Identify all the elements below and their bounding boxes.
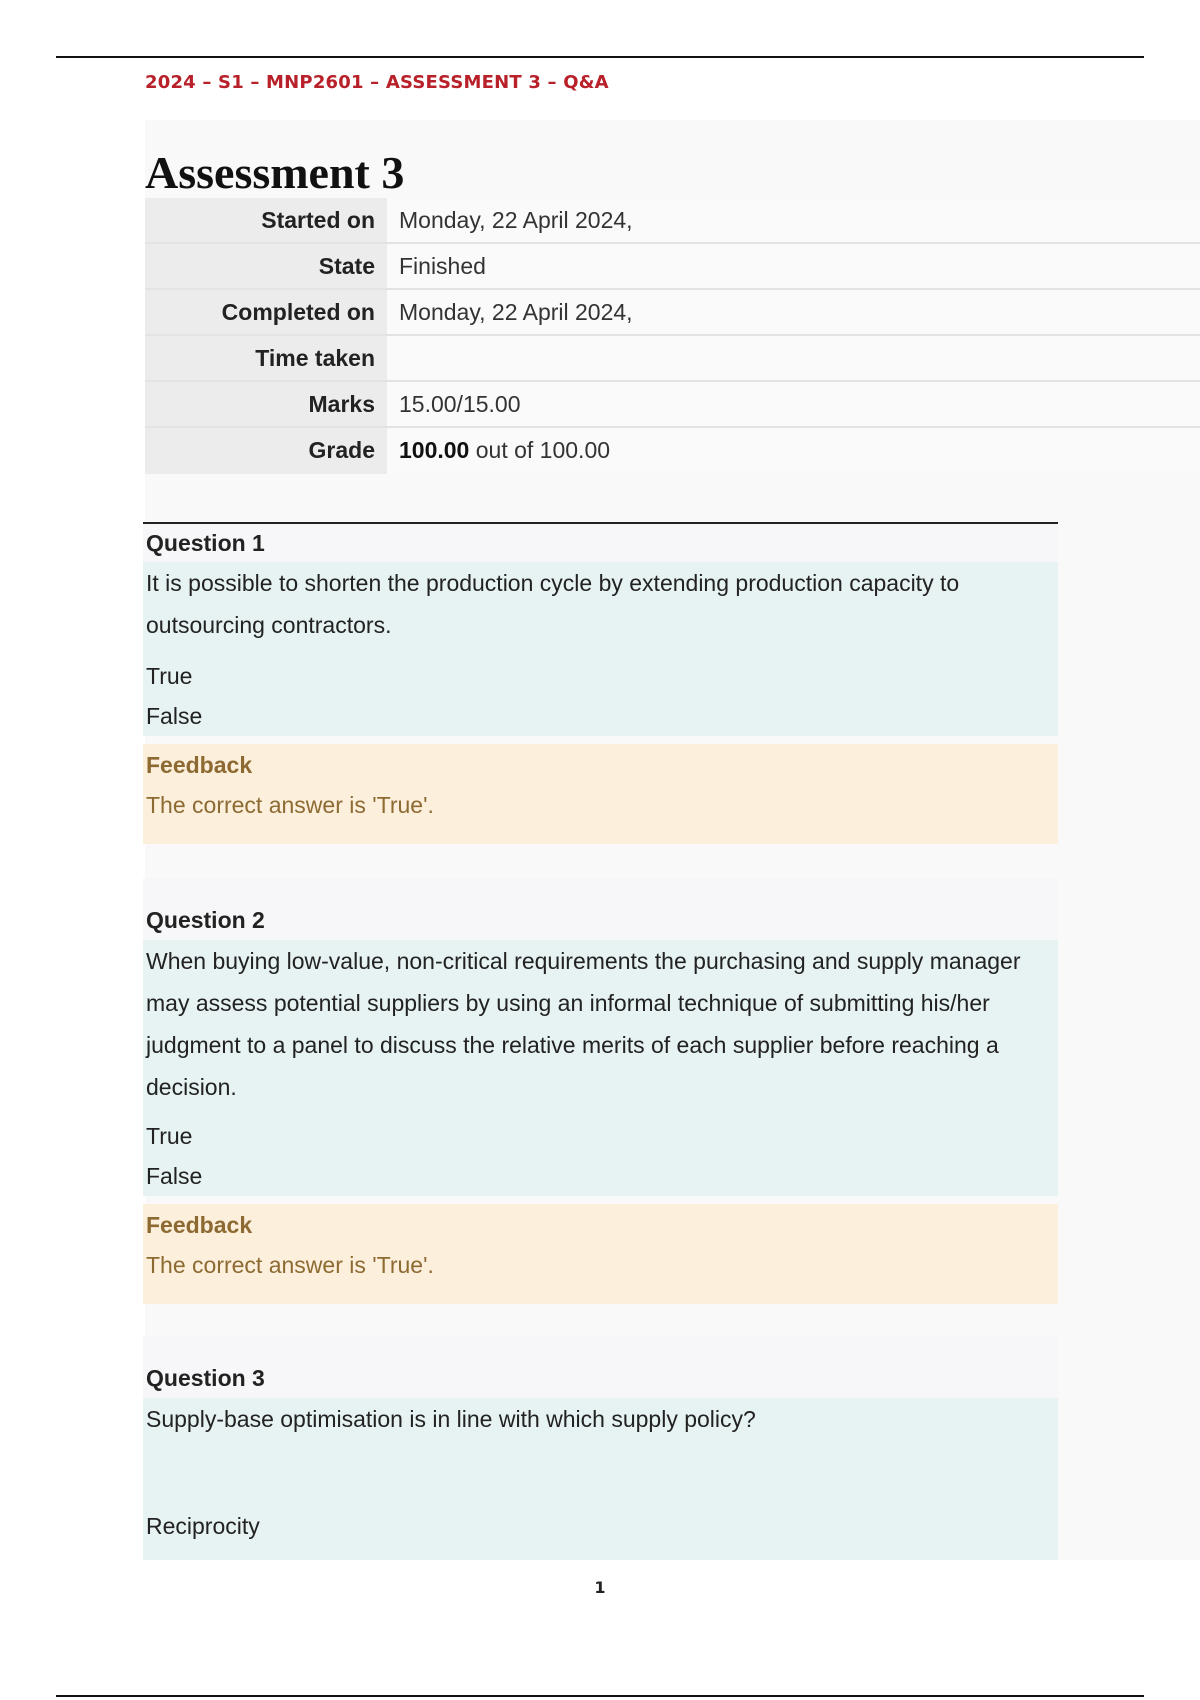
answer-option-true[interactable]: True xyxy=(146,663,193,689)
feedback-text: The correct answer is 'True'. xyxy=(146,1252,434,1278)
summary-value: Monday, 22 April 2024, xyxy=(387,198,1200,242)
summary-label: Started on xyxy=(145,198,387,242)
top-rule xyxy=(56,56,1144,58)
summary-row-grade xyxy=(145,428,1200,474)
summary-label: Time taken xyxy=(145,336,387,380)
answer-option-false[interactable]: False xyxy=(146,703,203,729)
summary-row-time-taken xyxy=(145,336,1200,382)
feedback-text: The correct answer is 'True'. xyxy=(146,792,434,818)
answer-option-false[interactable]: False xyxy=(146,1163,203,1189)
summary-value xyxy=(387,336,1200,380)
summary-value: Monday, 22 April 2024, xyxy=(387,290,1200,334)
question-body xyxy=(143,562,1058,736)
summary-row-state xyxy=(145,244,1200,290)
summary-label: Grade xyxy=(145,428,387,474)
answer-option-true[interactable]: True xyxy=(146,1123,193,1149)
question-title: Question 3 xyxy=(143,1336,1058,1398)
question-body xyxy=(143,940,1058,1196)
summary-label: State xyxy=(145,244,387,288)
feedback-box xyxy=(143,744,1058,844)
question-3 xyxy=(143,1336,1058,1560)
grade-total: out of 100.00 xyxy=(469,437,611,463)
page-title: Assessment 3 xyxy=(145,147,405,198)
grade-score: 100.00 xyxy=(399,437,470,463)
feedback-box xyxy=(143,1204,1058,1304)
summary-value: 15.00/15.00 xyxy=(387,382,1200,426)
question-text: When buying low-value, non-critical requirements the purchasing and supply manager may assess potential suppliers by using an informal technique of submitting his/her judgment to a panel to discuss the relative merits of each supplier before reaching a decision. xyxy=(146,948,1021,1100)
feedback-title: Feedback xyxy=(146,752,253,778)
summary-row-marks xyxy=(145,382,1200,428)
summary-label: Marks xyxy=(145,382,387,426)
summary-value: Finished xyxy=(387,244,1200,288)
answer-option-reciprocity[interactable]: Reciprocity xyxy=(146,1513,260,1539)
summary-value xyxy=(387,428,1200,474)
document-header: 2024 – S1 – MNP2601 – ASSESSMENT 3 – Q&A xyxy=(145,72,609,93)
question-title: Question 1 xyxy=(143,522,1058,562)
question-2 xyxy=(143,878,1058,1304)
summary-label: Completed on xyxy=(145,290,387,334)
feedback-title: Feedback xyxy=(146,1212,253,1238)
question-text: Supply-base optimisation is in line with which supply policy? xyxy=(146,1406,756,1432)
bottom-rule xyxy=(56,1695,1144,1697)
question-title: Question 2 xyxy=(143,878,1058,940)
question-1 xyxy=(143,522,1058,844)
summary-row-started-on xyxy=(145,198,1200,244)
page-number: 1 xyxy=(594,1578,606,1597)
question-body xyxy=(143,1398,1058,1560)
attempt-summary-table xyxy=(145,198,1200,474)
question-text: It is possible to shorten the production cycle by extending production capacity to outsourcing contractors. xyxy=(146,570,960,638)
summary-row-completed-on xyxy=(145,290,1200,336)
